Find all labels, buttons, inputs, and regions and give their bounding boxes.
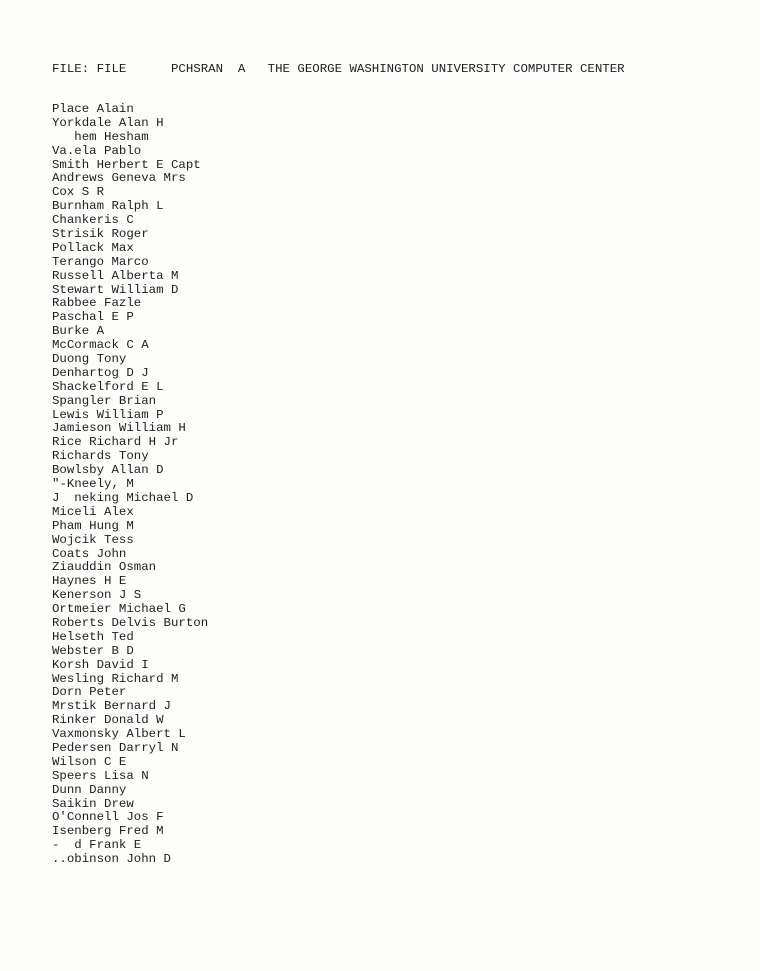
list-item: Pham Hung M xyxy=(52,518,134,533)
list-item: Denhartog D J xyxy=(52,365,149,380)
list-item: Paschal E P xyxy=(52,310,134,325)
list-item: Strisik Roger xyxy=(52,227,149,242)
list-item: Ortmeier Michael G xyxy=(52,602,186,617)
list-item: "-Kneely, M xyxy=(52,477,134,492)
list-item: Lewis William P xyxy=(52,407,164,422)
list-item: Jamieson William H xyxy=(52,421,186,436)
list-item: Haynes H E xyxy=(52,574,127,589)
list-item: Roberts Delvis Burton xyxy=(52,615,209,630)
list-item: O'Connell Jos F xyxy=(52,810,164,825)
list-item: Place Alain xyxy=(52,102,134,116)
list-item: J neking Michael D xyxy=(52,490,194,505)
file-mode: A xyxy=(237,62,246,76)
file-name: PCHSRAN xyxy=(170,62,224,76)
list-item: Wilson C E xyxy=(52,754,127,769)
file-label: FILE: FILE xyxy=(52,62,127,76)
list-item: Pollack Max xyxy=(52,240,134,255)
name-list xyxy=(52,103,208,867)
list-item: Speers Lisa N xyxy=(52,768,149,783)
list-item: Richards Tony xyxy=(52,449,149,464)
list-item: Burke A xyxy=(52,324,105,339)
list-item: Terango Marco xyxy=(52,254,149,269)
list-item: Isenberg Fred M xyxy=(52,824,164,839)
list-item: McCormack C A xyxy=(52,338,149,353)
list-item: Spangler Brian xyxy=(52,393,157,408)
list-item: Stewart William D xyxy=(52,282,179,297)
list-item: Cox S R xyxy=(52,185,105,200)
list-item: Rice Richard H Jr xyxy=(52,435,179,450)
list-item: Vaxmonsky Albert L xyxy=(52,727,186,742)
list-item: Ziauddin Osman xyxy=(52,560,157,575)
list-item: Mrstik Bernard J xyxy=(52,699,171,714)
list-item: Burnham Ralph L xyxy=(52,199,164,214)
list-item: Shackelford E L xyxy=(52,379,164,394)
list-item: Wojcik Tess xyxy=(52,532,134,547)
list-item: Miceli Alex xyxy=(52,504,134,519)
report-header xyxy=(52,61,625,77)
list-item: Kenerson J S xyxy=(52,588,142,603)
list-item: hem Hesham xyxy=(52,129,149,144)
list-item: Yorkdale Alan H xyxy=(52,115,164,130)
list-item: Bowlsby Allan D xyxy=(52,463,164,478)
list-item: Rinker Donald W xyxy=(52,713,164,728)
list-item: Webster B D xyxy=(52,643,134,658)
list-item: Chankeris C xyxy=(52,213,134,228)
list-item: Rabbee Fazle xyxy=(52,296,142,311)
list-item: Dorn Peter xyxy=(52,685,127,700)
list-item: Dunn Danny xyxy=(52,782,127,797)
list-item: Saikin Drew xyxy=(52,796,134,811)
list-item: Duong Tony xyxy=(52,352,127,367)
list-item: Andrews Geneva Mrs xyxy=(52,171,186,186)
list-item: Va.ela Pablo xyxy=(52,143,142,158)
list-item: Wesling Richard M xyxy=(52,671,179,686)
list-item: ..obinson John D xyxy=(52,852,171,867)
organization-name: THE GEORGE WASHINGTON UNIVERSITY COMPUTER CENTER xyxy=(267,62,625,76)
list-item: Coats John xyxy=(52,546,127,561)
list-item: - d Frank E xyxy=(52,838,142,853)
list-item: Korsh David I xyxy=(52,657,149,672)
list-item: Smith Herbert E Capt xyxy=(52,157,201,172)
list-item: Russell Alberta M xyxy=(52,268,179,283)
list-item: Pedersen Darryl N xyxy=(52,740,179,755)
list-item: Helseth Ted xyxy=(52,629,134,644)
